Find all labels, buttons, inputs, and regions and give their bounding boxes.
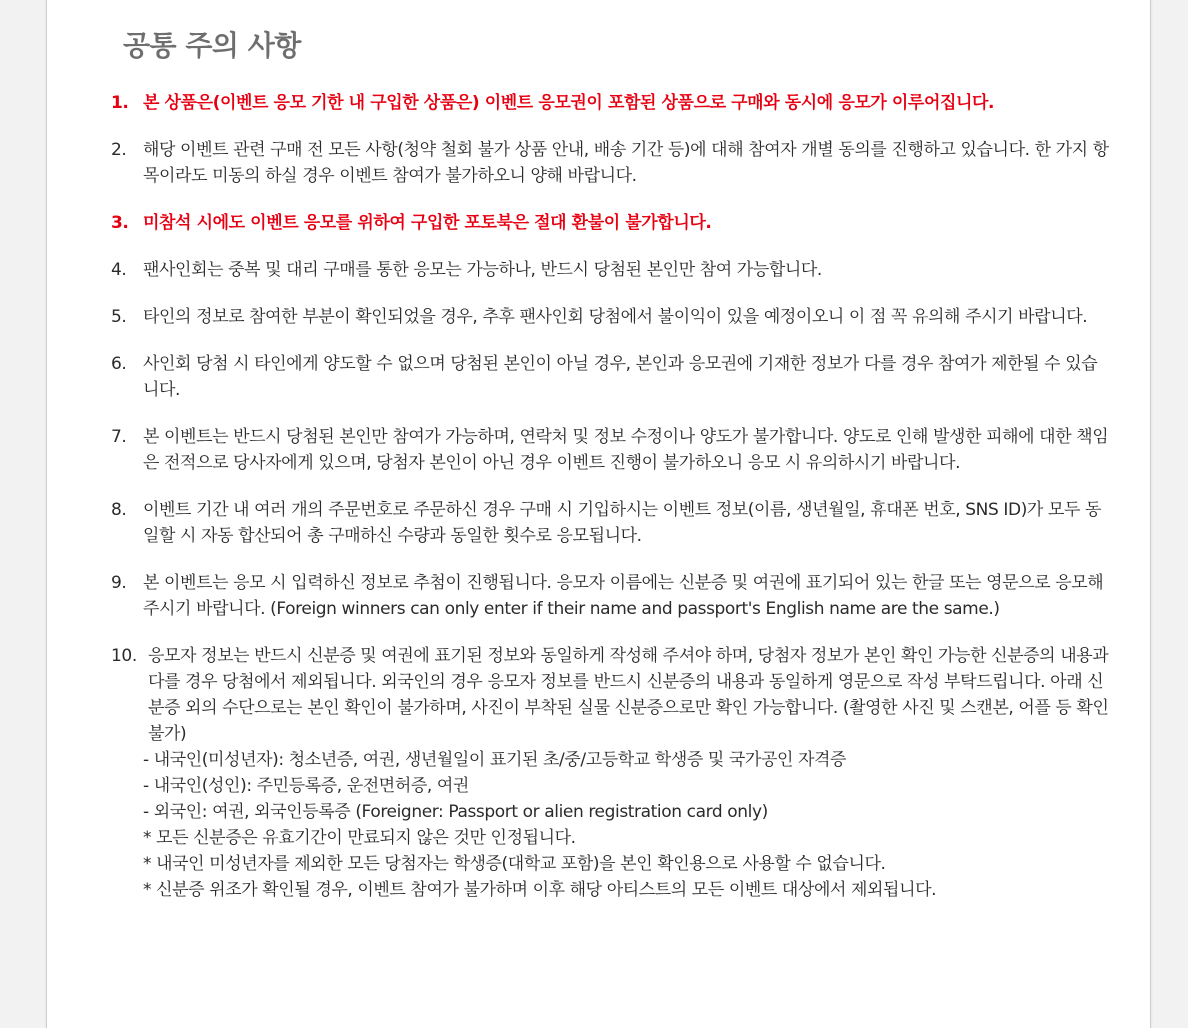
list-item [111,304,1111,330]
item-text: 팬사인회는 중복 및 대리 구매를 통한 응모는 가능하나, 반드시 당첨된 본인만 참여 가능합니다. [143,260,822,280]
item-number: 10. [111,646,137,666]
item-number: 1. [111,93,129,113]
item-number: 3. [111,213,129,233]
item-text: 본 이벤트는 반드시 당첨된 본인만 참여가 가능하며, 연락처 및 정보 수정이나 양도가 불가합니다. 양도로 인해 발생한 피해에 대한 책임은 전적으로 당사자에게 있으며, 당첨자 본인이 아닌 경우 이벤트 진행이 불가하오니 응모 시 유의하시기 바랍니다. [143,427,1109,473]
notice-list [111,90,1111,924]
item-number: 9. [111,573,127,593]
item-text: 본 이벤트는 응모 시 입력하신 정보로 추첨이 진행됩니다. 응모자 이름에는 신분증 및 여권에 표기되어 있는 한글 또는 영문으로 응모해 주시기 바랍니다. (Foreign winners can only enter if their name and passport's English name are the same.) [143,573,1104,619]
item-number: 8. [111,500,127,520]
list-item [111,643,1111,903]
section-title: 공통 주의 사항 [123,29,301,62]
item-number: 2. [111,140,127,160]
document-page [46,0,1151,1028]
list-item [111,257,1111,283]
list-item [111,210,1111,236]
list-item [111,90,1111,116]
list-item [111,137,1111,189]
item-text: 해당 이벤트 관련 구매 전 모든 사항(청약 철회 불가 상품 안내, 배송 기간 등)에 대해 참여자 개별 동의를 진행하고 있습니다. 한 가지 항목이라도 미동의 하실 경우 이벤트 참여가 불가하오니 양해 바랍니다. [143,140,1109,186]
item-text: 사인회 당첨 시 타인에게 양도할 수 없으며 당첨된 본인이 아닐 경우, 본인과 응모권에 기재한 정보가 다를 경우 참여가 제한될 수 있습니다. [143,354,1098,400]
list-item [111,570,1111,622]
item-number: 5. [111,307,127,327]
list-item [111,351,1111,403]
id-requirement-adult: - 내국인(성인): 주민등록증, 운전면허증, 여권 [143,776,469,796]
item-number: 7. [111,427,127,447]
id-note-validity: * 모든 신분증은 유효기간이 만료되지 않은 것만 인정됩니다. [143,828,576,848]
item-number: 6. [111,354,127,374]
list-item [111,497,1111,549]
item-text: 응모자 정보는 반드시 신분증 및 여권에 표기된 정보와 동일하게 작성해 주셔야 하며, 당첨자 정보가 본인 확인 가능한 신분증의 내용과 다를 경우 당첨에서 제외됩니다. 외국인의 경우 응모자 정보를 반드시 신분증의 내용과 동일하게 영문으로 작성 부탁드립니다. 아래 신분증 외의 수단으로는 본인 확인이 불가하며, 사진이 부착된 실물 신분증으로만 확인 가능합니다. (촬영한 사진 및 스캔본, 어플 등 확인 불가) [148,646,1109,744]
item-text: 미참석 시에도 이벤트 응모를 위하여 구입한 포토북은 절대 환불이 불가합니다. [143,213,712,233]
id-note-forgery: * 신분증 위조가 확인될 경우, 이벤트 참여가 불가하며 이후 해당 아티스트의 모든 이벤트 대상에서 제외됩니다. [143,880,937,900]
item-text: 본 상품은(이벤트 응모 기한 내 구입한 상품은) 이벤트 응모권이 포함된 상품으로 구매와 동시에 응모가 이루어집니다. [143,93,995,113]
item-text: 타인의 정보로 참여한 부분이 확인되었을 경우, 추후 팬사인회 당첨에서 불이익이 있을 예정이오니 이 점 꼭 유의해 주시기 바랍니다. [143,307,1088,327]
item-text: 이벤트 기간 내 여러 개의 주문번호로 주문하신 경우 구매 시 기입하시는 이벤트 정보(이름, 생년월일, 휴대폰 번호, SNS ID)가 모두 동일할 시 자동 합산되어 총 구매하신 수량과 동일한 횟수로 응모됩니다. [143,500,1102,546]
item-number: 4. [111,260,127,280]
id-requirement-foreigner: - 외국인: 여권, 외국인등록증 (Foreigner: Passport or alien registration card only) [143,802,768,822]
list-item [111,424,1111,476]
id-note-student-card: * 내국인 미성년자를 제외한 모든 당첨자는 학생증(대학교 포함)을 본인 확인용으로 사용할 수 없습니다. [143,854,886,874]
id-requirement-minor: - 내국인(미성년자): 청소년증, 여권, 생년월일이 표기된 초/중/고등학교 학생증 및 국가공인 자격증 [143,750,847,770]
